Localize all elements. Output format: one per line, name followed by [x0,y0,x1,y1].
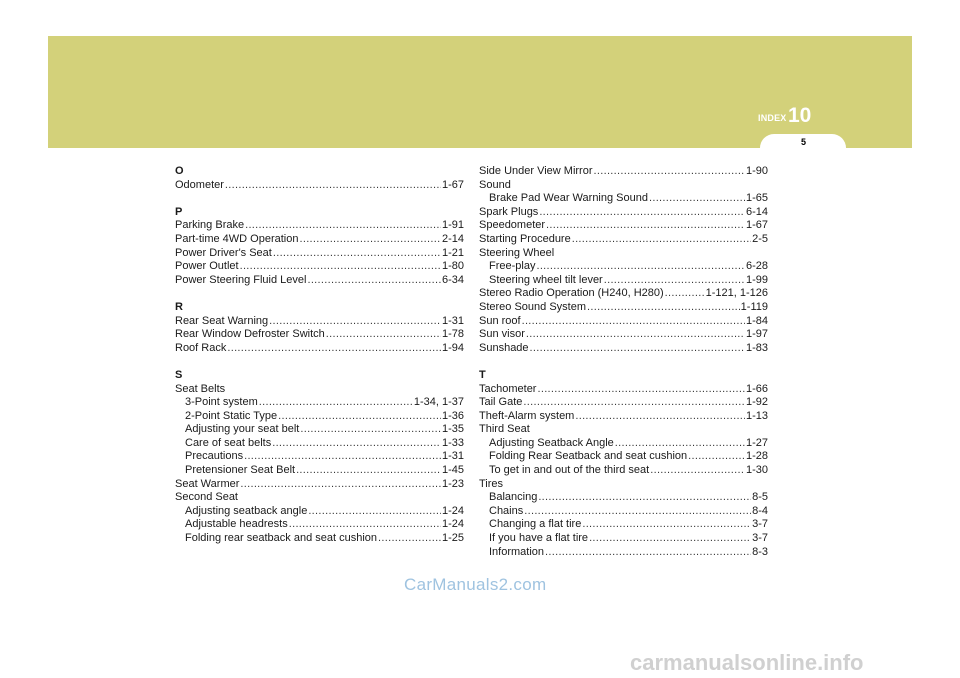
entry-page: 6-14 [745,205,768,218]
entry-text: Adjusting your seat belt [185,423,300,436]
index-subentry [175,450,464,464]
section-label: INDEX [758,113,787,123]
entry-page: 1-99 [745,273,768,286]
entry-text: Care of seat belts [185,436,272,449]
leader-dots [227,342,441,356]
index-entry [175,274,464,288]
entry-text: Power Driver's Seat [175,246,272,259]
leader-dots [530,342,745,356]
entry-page: 1-23 [441,477,464,490]
index-letter: R [175,300,183,313]
entry-text: Sun visor [479,328,525,341]
entry-page: 1-67 [441,178,464,191]
index-entry [479,315,768,329]
entry-page: 1-36 [441,409,464,422]
index-column-right [479,165,768,559]
entry-text: Roof Rack [175,341,227,354]
entry-page: 3-7 [752,518,768,531]
index-entry [175,219,464,233]
entry-page: 1-24 [441,504,464,517]
entry-text: Power Outlet [175,260,239,273]
leader-dots [604,274,745,288]
entry-page: 1-34, 1-37 [413,396,464,409]
entry-text: Pretensioner Seat Belt [185,464,296,477]
index-subentry [479,518,768,532]
entry-page: 1-35 [441,423,464,436]
leader-dots [665,287,705,301]
entry-text: To get in and out of the third seat [489,464,650,477]
index-entry [479,328,768,342]
entry-page: 1-80 [441,260,464,273]
entry-page: 1-91 [441,219,464,232]
index-entry [479,233,768,247]
entry-page: 1-28 [745,450,768,463]
leader-dots [572,233,751,247]
index-subentry [479,192,768,206]
entry-text: Precautions [185,450,244,463]
section-gap [175,287,464,301]
entry-text: Power Steering Fluid Level [175,273,307,286]
entry-page: 1-21 [441,246,464,259]
entry-text: Adjustable headrests [185,518,288,531]
leader-dots [269,315,441,329]
entry-text: Chains [489,504,524,517]
index-subentry [479,450,768,464]
leader-dots [244,450,441,464]
leader-dots [546,219,745,233]
leader-dots [259,396,413,410]
index-letter: P [175,205,183,218]
entry-text: 3-Point system [185,396,258,409]
entry-page: 1-31 [441,450,464,463]
index-subentry [175,396,464,410]
leader-dots [326,328,441,342]
entry-text: Tachometer [479,382,537,395]
section-gap [479,355,768,369]
index-subentry [175,518,464,532]
entry-text: 2-Point Static Type [185,409,278,422]
index-letter: T [479,368,486,381]
entry-page: 1-66 [745,382,768,395]
index-entry [175,315,464,329]
leader-dots [582,518,751,532]
index-entry [479,287,768,301]
leader-dots [378,532,441,546]
section-gap [175,355,464,369]
leader-dots [575,410,745,424]
entry-text: Adjusting Seatback Angle [489,436,614,449]
leader-dots [587,301,740,315]
leader-dots [594,165,745,179]
index-subentry [479,437,768,451]
index-entry [479,165,768,179]
index-entry [175,233,464,247]
index-subentry [479,260,768,274]
entry-page: 2-5 [752,232,768,245]
index-entry [479,206,768,220]
leader-dots [539,206,745,220]
index-subentry [175,505,464,519]
leader-dots [308,505,441,519]
header-band [48,36,912,148]
entry-page: 6-34 [441,273,464,286]
leader-dots [522,315,745,329]
index-subentry [479,464,768,478]
entry-page: 3-7 [752,532,768,545]
leader-dots [688,450,745,464]
entry-page: 1-94 [441,341,464,354]
entry-page: 1-25 [441,532,464,545]
entry-text: Stereo Radio Operation (H240, H280) [479,287,664,300]
leader-dots [523,396,745,410]
entry-page: 1-121, 1-126 [705,287,768,300]
index-entry [175,342,464,356]
entry-text: Balancing [489,491,538,504]
entry-text: Folding Rear Seatback and seat cushion [489,450,688,463]
leader-dots [240,478,441,492]
entry-text: Parking Brake [175,219,245,232]
entry-text: Stereo Sound System [479,300,587,313]
entry-text: Rear Seat Warning [175,314,269,327]
entry-page: 1-33 [441,436,464,449]
index-entry [175,179,464,193]
entry-text: Free-play [489,260,536,273]
entry-text: Information [489,545,545,558]
entry-page: 1-27 [745,436,768,449]
entry-page: 8-4 [752,504,768,517]
entry-page: 1-30 [745,464,768,477]
leader-dots [526,328,745,342]
entry-page: 2-14 [441,232,464,245]
index-heading: Steering Wheel [479,246,555,259]
entry-page: 1-84 [745,314,768,327]
index-subentry [479,491,768,505]
entry-text: Tail Gate [479,396,523,409]
index-entry [479,342,768,356]
leader-dots [615,437,745,451]
entry-page: 1-13 [745,409,768,422]
leader-dots [650,464,745,478]
index-entry [479,383,768,397]
index-subentry [479,274,768,288]
entry-text: Side Under View Mirror [479,165,593,177]
leader-dots [273,247,441,261]
entry-page: 1-45 [441,464,464,477]
index-entry [479,301,768,315]
index-entry [175,328,464,342]
leader-dots [536,260,745,274]
leader-dots [300,423,441,437]
entry-text: Rear Window Defroster Switch [175,328,325,341]
leader-dots [240,260,441,274]
watermark-link[interactable]: CarManuals2.com [404,575,547,594]
entry-text: Steering wheel tilt lever [489,273,603,286]
leader-dots [649,192,745,206]
index-subentry [479,505,768,519]
index-heading: Third Seat [479,423,530,436]
section-gap [175,192,464,206]
chapter-number: 10 [788,104,812,127]
leader-dots [537,383,744,397]
entry-text: Starting Procedure [479,232,571,245]
leader-dots [307,274,441,288]
leader-dots [538,491,751,505]
entry-text: Sun roof [479,314,521,327]
entry-page: 1-83 [745,341,768,354]
leader-dots [545,546,751,560]
index-letter: O [175,165,184,177]
entry-text: Odometer [175,178,224,191]
leader-dots [225,179,441,193]
index-heading: Seat Belts [175,382,226,395]
index-subentry [175,410,464,424]
watermark-footer: carmanualsonline.info [630,650,864,675]
index-subentry [479,532,768,546]
entry-page: 1-78 [441,328,464,341]
leader-dots [289,518,441,532]
leader-dots [296,464,441,478]
index-letter: S [175,368,183,381]
entry-text: Sunshade [479,341,529,354]
entry-text: Spark Plugs [479,205,539,218]
entry-text: Seat Warmer [175,477,240,490]
index-subentry [175,423,464,437]
leader-dots [272,437,441,451]
index-entry [175,247,464,261]
index-heading: Tires [479,477,504,490]
entry-page: 1-24 [441,518,464,531]
index-heading: Second Seat [175,491,238,504]
index-entry [479,396,768,410]
index-subentry [479,546,768,560]
leader-dots [245,219,441,233]
entry-text: Part-time 4WD Operation [175,232,299,245]
entry-page: 8-3 [752,545,768,558]
entry-page: 8-5 [752,491,768,504]
leader-dots [278,410,441,424]
leader-dots [299,233,440,247]
entry-page: 1-92 [745,396,768,409]
entry-text: Speedometer [479,219,546,232]
index-subentry [175,532,464,546]
index-subentry [175,464,464,478]
index-entry [479,410,768,424]
entry-page: 1-65 [745,192,768,205]
entry-text: Folding rear seatback and seat cushion [185,532,378,545]
entry-text: Theft-Alarm system [479,409,575,422]
entry-page: 1-97 [745,328,768,341]
index-heading: Sound [479,178,511,191]
index-entry [479,219,768,233]
index-subentry [175,437,464,451]
leader-dots [524,505,751,519]
leader-dots [589,532,751,546]
page-number: 5 [801,137,807,147]
entry-text: Brake Pad Wear Warning Sound [489,192,648,205]
entry-text: Changing a flat tire [489,518,582,531]
index-entry [175,478,464,492]
entry-text: Adjusting seatback angle [185,504,308,517]
entry-page: 1-90 [745,165,768,177]
entry-page: 1-119 [740,300,768,313]
entry-page: 1-31 [441,314,464,327]
entry-page: 1-67 [745,219,768,232]
entry-text: If you have a flat tire [489,532,589,545]
entry-page: 6-28 [745,260,768,273]
index-column-left [175,165,464,546]
index-entry [175,260,464,274]
